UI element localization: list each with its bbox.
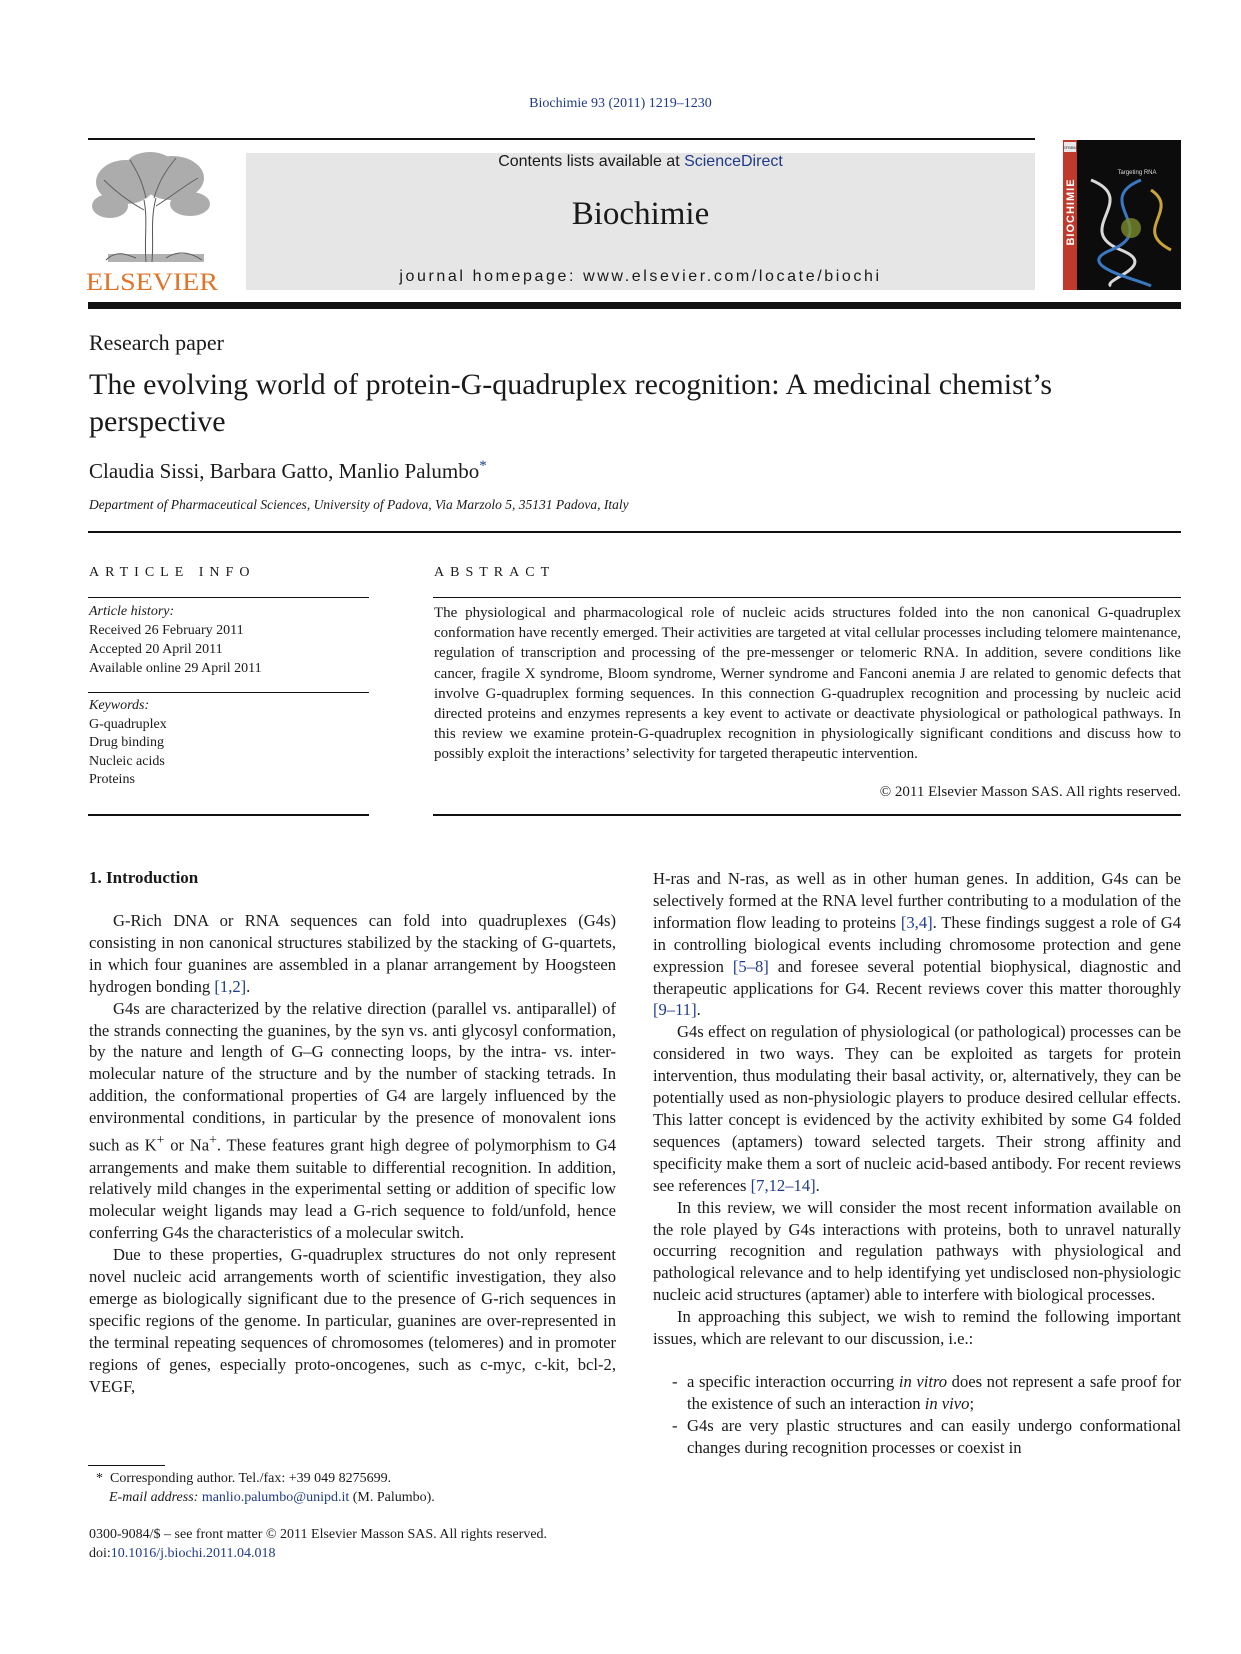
superscript: +: [209, 1132, 217, 1148]
journal-citation[interactable]: Biochimie 93 (2011) 1219–1230: [529, 96, 712, 111]
italic-run: in vitro: [898, 1371, 948, 1391]
article-title: The evolving world of protein-G-quadruplex recognition: A medicinal chemist’s perspective: [89, 368, 1053, 438]
info-rule-mid: [88, 692, 369, 693]
history-label: Article history:: [89, 604, 175, 619]
journal-name: Biochimie: [571, 196, 710, 232]
list-item: [653, 1415, 1181, 1459]
abstract-rule-bottom: [433, 814, 1181, 816]
abstract-heading: ABSTRACT: [434, 565, 556, 580]
paragraph: In this review, we will consider the most recent information available on the role played by G4s interactions with proteins, both to unravel naturally occurring recognition and regulation pathways with physiological and pathological relevance and to help identifying yet undisclosed non-physiologic nucleic acid structures (aptamer) able to interfere with biological processes.: [653, 1197, 1181, 1305]
keywords: [89, 697, 359, 790]
text-run: .: [696, 1000, 701, 1020]
footnote-mark: *: [96, 1471, 103, 1486]
accepted-date: Accepted 20 April 2011: [89, 642, 223, 657]
email-link[interactable]: manlio.palumbo@unipd.it: [201, 1490, 350, 1505]
email-suffix: (M. Palumbo).: [349, 1490, 435, 1505]
email-line: [96, 1488, 435, 1507]
paragraph: In approaching this subject, we wish to remind the following important issues, which are relevant to our discussion, i.e.:: [653, 1307, 1181, 1349]
paragraph: Due to these properties, G-quadruplex structures do not only represent novel nucleic acid arrangements worth of scientific investigation, they also emerge as biologically significant due to the presence of G-rich sequences in specific regions of the genome. In particular, guanines are over-represented in the terminal repeating sequences of chromosomes (telomeres) and in promoter regions of genes, especially proto-oncogenes, such as c-myc, c-kit, bcl-2, VEGF,: [89, 1245, 616, 1396]
text-run: and foresee several potential biophysical, diagnostic and therapeutic applications for G4. Recent reviews cover this matter thoroughly: [653, 956, 1181, 998]
list-item: [653, 1371, 1181, 1415]
logo-wordmark: [86, 269, 218, 296]
svg-text:SFBBM: SFBBM: [1063, 145, 1077, 150]
issues-list: [653, 1371, 1181, 1459]
text-run: G4s effect on regulation of physiological (or pathological) processes can be considered in two ways. They can be exploited as targets for protein intervention, thus modulating their basal activity, or, alternatively, they can be potentially used as non-physiologic players to produce desired cellular effects. This latter concept is evidenced by the activity exhibited by some G4 folded sequences (aptamers) toward selected targets. Their strong affinity and specificity make them a sort of nucleic acid-based antibody. For recent reviews see references: [653, 1022, 1181, 1195]
top-rule: [88, 138, 1035, 140]
paragraph: [89, 998, 616, 1245]
text-run: G4s are characterized by the relative direction (parallel vs. antiparallel) of the strands connecting the guanines, by the syn vs. anti glycosyl conformation, by the nature and length of G–G connecting loops, by the intra- vs. inter-molecular nature of the structure and by the number of stacking tetrads. In addition, the conformational properties of G4 are largely influenced by the environmental conditions, in particular by the presence of monovalent ions such as K: [89, 998, 616, 1155]
footnote-line: [96, 1469, 435, 1488]
received-date: Received 26 February 2011: [89, 623, 244, 638]
text-run: does not represent a safe proof for the existence of such an interaction: [687, 1371, 1182, 1413]
journal-cover: [1063, 140, 1181, 290]
doi-link[interactable]: 10.1016/j.biochi.2011.04.018: [110, 1546, 276, 1561]
article-info-heading: ARTICLE INFO: [89, 565, 256, 580]
authors-text: Claudia Sissi, Barbara Gatto, Manlio Palumbo: [89, 459, 480, 483]
keyword-item: G-quadruplex: [89, 716, 167, 732]
contents-line: [246, 153, 1035, 171]
abstract-copyright: © 2011 Elsevier Masson SAS. All rights reserved.: [879, 784, 1181, 800]
citation-link[interactable]: [1,2]: [214, 976, 247, 996]
online-date: Available online 29 April 2011: [89, 661, 262, 676]
text-run: G-Rich DNA or RNA sequences can fold into quadruplexes (G4s) consisting in non canonical structures stabilized by the stacking of G-quartets, in which four guanines are assembled in a planar arrangement by Hoogsteen hydrogen bonding: [89, 911, 616, 996]
text-run: a specific interaction occurring: [687, 1371, 899, 1391]
affiliation: Department of Pharmaceutical Sciences, University of Padova, Via Marzolo 5, 35131 Padova, Italy: [89, 497, 629, 512]
front-matter-text: 0300-9084/$ – see front matter © 2011 Elsevier Masson SAS. All rights reserved.: [89, 1527, 548, 1542]
text-run: or Na: [164, 1135, 210, 1155]
contents-prefix: Contents lists available at: [498, 153, 685, 170]
abstract-text: The physiological and pharmacological role of nucleic acids structures folded into the non canonical G-quadruplex conformation have recently emerged. Their activities are targeted at vital cellular processes including telomere maintenance, regulation of transcription and processing of the pre-messenger or telomeric RNA. In addition, severe conditions like cancer, fragile X syndrome, Bloom syndrome, Werner syndrome and Fanconi anemia J are related to genomic defects that involve G-quadruplex forming sequences. In this connection G-quadruplex recognition and processing by nucleic acid directed proteins and enzymes represents a key event to activate or deactivate physiological or pathological pathways. In this review we examine protein-G-quadruplex recognition in physiologically significant conditions and discuss how to possibly exploit the interactions’ selectivity for targeted therapeutic intervention.: [434, 605, 1181, 763]
keywords-label: Keywords:: [89, 698, 150, 713]
info-rule-top: [88, 597, 369, 598]
text-run: ;: [969, 1393, 975, 1413]
text-run: . These findings suggest a role of G4 in controlling biological events including chromosome protection and gene expression: [653, 912, 1181, 976]
corresponding-text: Corresponding author. Tel./fax: +39 049 8275699.: [110, 1471, 392, 1486]
cover-title: BIOCHIMIE: [1065, 178, 1077, 246]
article-history: [89, 602, 359, 678]
italic-run: in vivo: [924, 1393, 970, 1413]
header-divider: [88, 302, 1181, 309]
cover-subtitle: Targeting RNA: [1117, 170, 1157, 176]
sciencedirect-link[interactable]: ScienceDirect: [684, 153, 783, 170]
right-column: [653, 868, 1181, 1459]
author-list: [89, 458, 487, 484]
journal-homepage[interactable]: journal homepage: www.elsevier.com/locate/biochi: [399, 268, 882, 285]
keyword-item: Proteins: [89, 772, 135, 787]
doi-label: doi:: [89, 1546, 111, 1561]
text-run: .: [815, 1175, 820, 1195]
bullet-dash: -: [672, 1415, 678, 1435]
text-run: . These features grant high degree of polymorphism to G4 arrangements and make them suitable to differential recognition. In addition, relatively mild changes in the experimental setting or addition of specific low molecular weight ligands may lead a G-rich sequence to fold/unfold, hence conferring G4s the characteristics of a molecular switch.: [89, 1135, 616, 1243]
section-heading: 1. Introduction: [89, 868, 199, 887]
text-run: .: [246, 976, 251, 996]
paragraph: [653, 1021, 1181, 1196]
keyword-item: Nucleic acids: [89, 753, 165, 769]
citation-link[interactable]: [9–11]: [653, 1000, 697, 1020]
svg-text:ELSEVIER: ELSEVIER: [86, 269, 219, 296]
info-rule-bottom: [88, 814, 369, 816]
keyword-item: Drug binding: [89, 735, 165, 750]
tree-icon: [86, 150, 218, 296]
citation-link[interactable]: [5–8]: [732, 956, 769, 976]
superscript: +: [156, 1132, 165, 1148]
abstract-rule-top: [433, 597, 1181, 598]
doi-line: [89, 1544, 547, 1563]
citation-link[interactable]: [7,12–14]: [750, 1175, 816, 1195]
text-run: H-ras and N-ras, as well as in other human genes. In addition, G4s can be selectively formed at the RNA level further contributing to a modulation of the information flow leading to proteins: [653, 869, 1181, 932]
sfbbm-badge-icon: [1064, 142, 1076, 152]
title-divider: [88, 531, 1181, 533]
text-run: G4s are very plastic structures and can easily undergo conformational changes during recognition processes or coexist in: [687, 1415, 1181, 1457]
citation-link[interactable]: [3,4]: [900, 912, 933, 932]
corresponding-footnote: [96, 1469, 435, 1507]
bullet-dash: -: [672, 1371, 678, 1391]
corresponding-author-link[interactable]: *: [479, 458, 487, 474]
front-matter: [89, 1525, 547, 1563]
left-column: [89, 910, 616, 1397]
paragraph: [653, 868, 1181, 1021]
email-label: E-mail address:: [109, 1490, 202, 1505]
footnote-rule: [88, 1465, 165, 1466]
paragraph: [89, 910, 616, 998]
dna-helix-icon: [1081, 180, 1179, 286]
elsevier-logo: [86, 150, 218, 296]
article-type: Research paper: [89, 330, 224, 355]
